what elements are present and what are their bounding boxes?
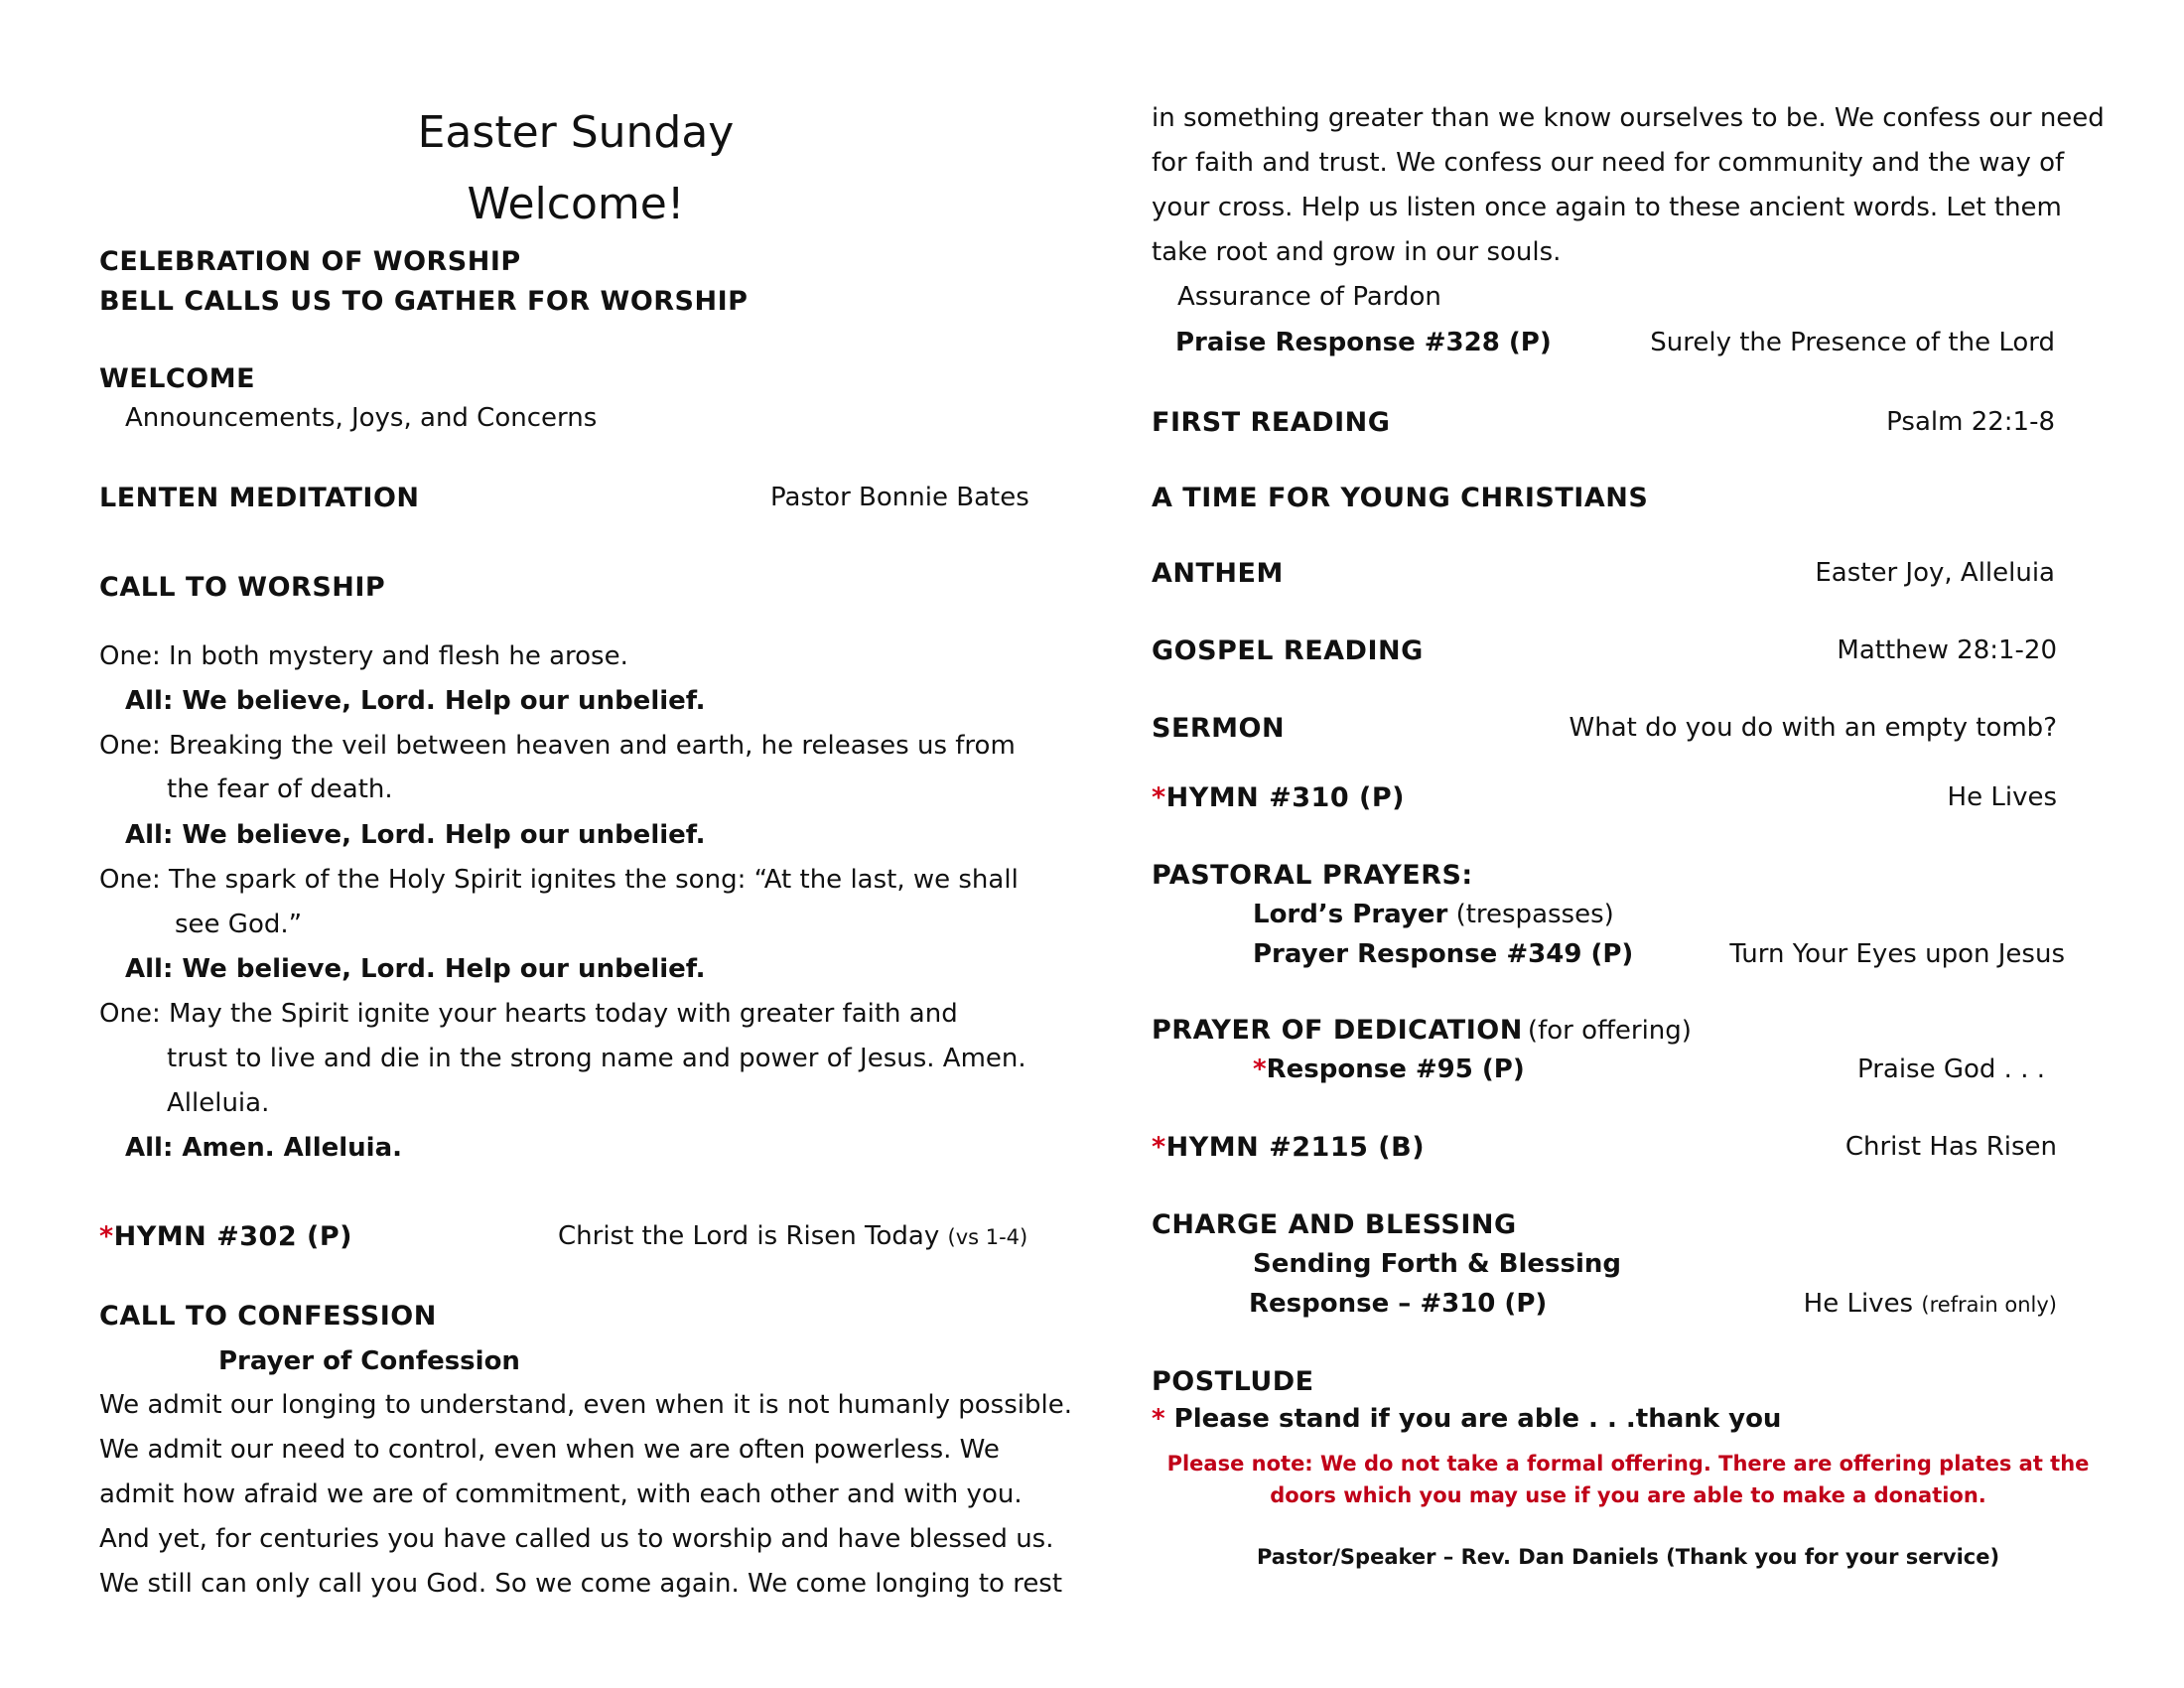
confession-line: in something greater than we know ourselves to be. We confess our need	[1152, 103, 2105, 133]
gospel-reading-heading: GOSPEL READING	[1152, 635, 1424, 666]
hymn-2115-title: Christ Has Risen	[1844, 1132, 2057, 1162]
praise-response-title: Surely the Presence of the Lord	[1650, 328, 2055, 357]
stand-note-text: Please stand if you are able . . .thank you	[1173, 1404, 1782, 1434]
hymn-302-title	[558, 1221, 1027, 1251]
bell-heading: BELL CALLS US TO GATHER FOR WORSHIP	[99, 286, 749, 317]
hymn-310-label: HYMN #310 (P)	[1165, 782, 1405, 813]
hymn-302-verses: (vs 1-4)	[947, 1225, 1028, 1249]
stand-asterisk: *	[1253, 1055, 1267, 1084]
confession-line: for faith and trust. We confess our need for community and the way of	[1152, 148, 2065, 178]
litany-line: One: Breaking the veil between heaven and earth, he releases us from	[99, 731, 1016, 761]
lenten-meditation-heading: LENTEN MEDITATION	[99, 483, 420, 513]
charge-blessing-heading: CHARGE AND BLESSING	[1152, 1209, 1517, 1240]
sending-forth-label: Sending Forth & Blessing	[1253, 1249, 1622, 1279]
hymn-310-heading	[1152, 782, 1405, 813]
confession-line: We admit our need to control, even when we are often powerless. We	[99, 1435, 1000, 1465]
gospel-reading-reference: Matthew 28:1-20	[1837, 635, 2057, 665]
page-title: Easter Sunday	[417, 107, 735, 158]
response-310-title-text: He Lives	[1803, 1289, 1914, 1319]
pastor-speaker-footer: Pastor/Speaker – Rev. Dan Daniels (Thank you for your service)	[1256, 1545, 2000, 1569]
celebration-heading: CELEBRATION OF WORSHIP	[99, 246, 521, 277]
litany-line: the fear of death.	[167, 774, 393, 804]
welcome-heading: Welcome!	[467, 179, 685, 229]
confession-line: take root and grow in our souls.	[1152, 237, 1562, 267]
response-310-note: (refrain only)	[1921, 1293, 2057, 1317]
first-reading-reference: Psalm 22:1-8	[1886, 407, 2055, 437]
response-95-label: Response #95 (P)	[1266, 1055, 1525, 1084]
call-to-confession-heading: CALL TO CONFESSION	[99, 1301, 437, 1332]
response-310-label: Response – #310 (P)	[1249, 1289, 1548, 1319]
confession-line: your cross. Help us listen once again to these ancient words. Let them	[1152, 193, 2062, 222]
litany-line: trust to live and die in the strong name and power of Jesus. Amen.	[167, 1044, 1026, 1073]
litany-line: One: The spark of the Holy Spirit ignites the song: “At the last, we shall	[99, 865, 1019, 895]
lords-prayer-line	[1253, 900, 1614, 929]
postlude-heading: POSTLUDE	[1152, 1366, 1314, 1397]
praise-response-label: Praise Response #328 (P)	[1175, 328, 1552, 357]
pastoral-prayers-heading: PASTORAL PRAYERS:	[1152, 860, 1473, 891]
litany-line: see God.”	[175, 910, 303, 939]
litany-line: One: In both mystery and flesh he arose.	[99, 641, 628, 671]
litany-response: All: We believe, Lord. Help our unbelief.	[125, 954, 706, 984]
announcements-text: Announcements, Joys, and Concerns	[125, 403, 598, 433]
offering-note-line-1: Please note: We do not take a formal offering. There are offering plates at the	[1166, 1452, 2090, 1476]
response-95-line	[1253, 1055, 1525, 1084]
prayer-response-title: Turn Your Eyes upon Jesus	[1729, 939, 2065, 969]
anthem-title: Easter Joy, Alleluia	[1815, 558, 2055, 588]
sermon-title: What do you do with an empty tomb?	[1569, 713, 2057, 743]
stand-note	[1152, 1404, 1781, 1434]
offering-note-line-2: doors which you may use if you are able to make a donation.	[1270, 1483, 1986, 1507]
stand-asterisk: *	[1152, 1132, 1166, 1163]
hymn-302-heading	[99, 1221, 352, 1252]
dedication-heading: PRAYER OF DEDICATION	[1152, 1015, 1523, 1046]
litany-line: One: May the Spirit ignite your hearts today with greater faith and	[99, 999, 958, 1029]
litany-response: All: We believe, Lord. Help our unbelief.	[125, 820, 706, 850]
confession-line: We admit our longing to understand, even when it is not humanly possible.	[99, 1390, 1072, 1420]
lenten-meditation-speaker: Pastor Bonnie Bates	[770, 483, 1029, 512]
confession-line: We still can only call you God. So we come again. We come longing to rest	[99, 1569, 1063, 1599]
hymn-2115-heading	[1152, 1132, 1425, 1163]
sermon-heading: SERMON	[1152, 713, 1286, 744]
hymn-302-label: HYMN #302 (P)	[113, 1221, 352, 1252]
confession-line: And yet, for centuries you have called us to worship and have blessed us.	[99, 1524, 1054, 1554]
litany-line: Alleluia.	[167, 1088, 270, 1118]
stand-asterisk: *	[1152, 782, 1166, 813]
hymn-310-title: He Lives	[1947, 782, 2057, 812]
lords-prayer-note: (trespasses)	[1455, 900, 1614, 929]
welcome-section-heading: WELCOME	[99, 363, 256, 394]
anthem-heading: ANTHEM	[1152, 558, 1284, 589]
first-reading-heading: FIRST READING	[1152, 407, 1391, 438]
call-to-worship-heading: CALL TO WORSHIP	[99, 572, 386, 603]
response-310-title	[1804, 1289, 2057, 1319]
hymn-2115-label: HYMN #2115 (B)	[1165, 1132, 1426, 1163]
confession-line: admit how afraid we are of commitment, with each other and with you.	[99, 1479, 1023, 1509]
prayer-of-confession-heading: Prayer of Confession	[218, 1346, 520, 1376]
lords-prayer-label: Lord’s Prayer	[1253, 900, 1448, 929]
litany-response: All: We believe, Lord. Help our unbelief.	[125, 686, 706, 716]
response-95-title: Praise God . . .	[1856, 1055, 2045, 1084]
assurance-of-pardon: Assurance of Pardon	[1177, 282, 1441, 312]
young-christians-heading: A TIME FOR YOUNG CHRISTIANS	[1152, 483, 1649, 513]
stand-asterisk: *	[99, 1221, 114, 1252]
litany-response: All: Amen. Alleluia.	[125, 1133, 403, 1163]
hymn-302-title-text: Christ the Lord is Risen Today	[558, 1221, 940, 1251]
stand-asterisk: *	[1152, 1404, 1165, 1434]
dedication-line	[1152, 1015, 1692, 1046]
dedication-note: (for offering)	[1527, 1016, 1692, 1046]
prayer-response-label: Prayer Response #349 (P)	[1253, 939, 1634, 969]
